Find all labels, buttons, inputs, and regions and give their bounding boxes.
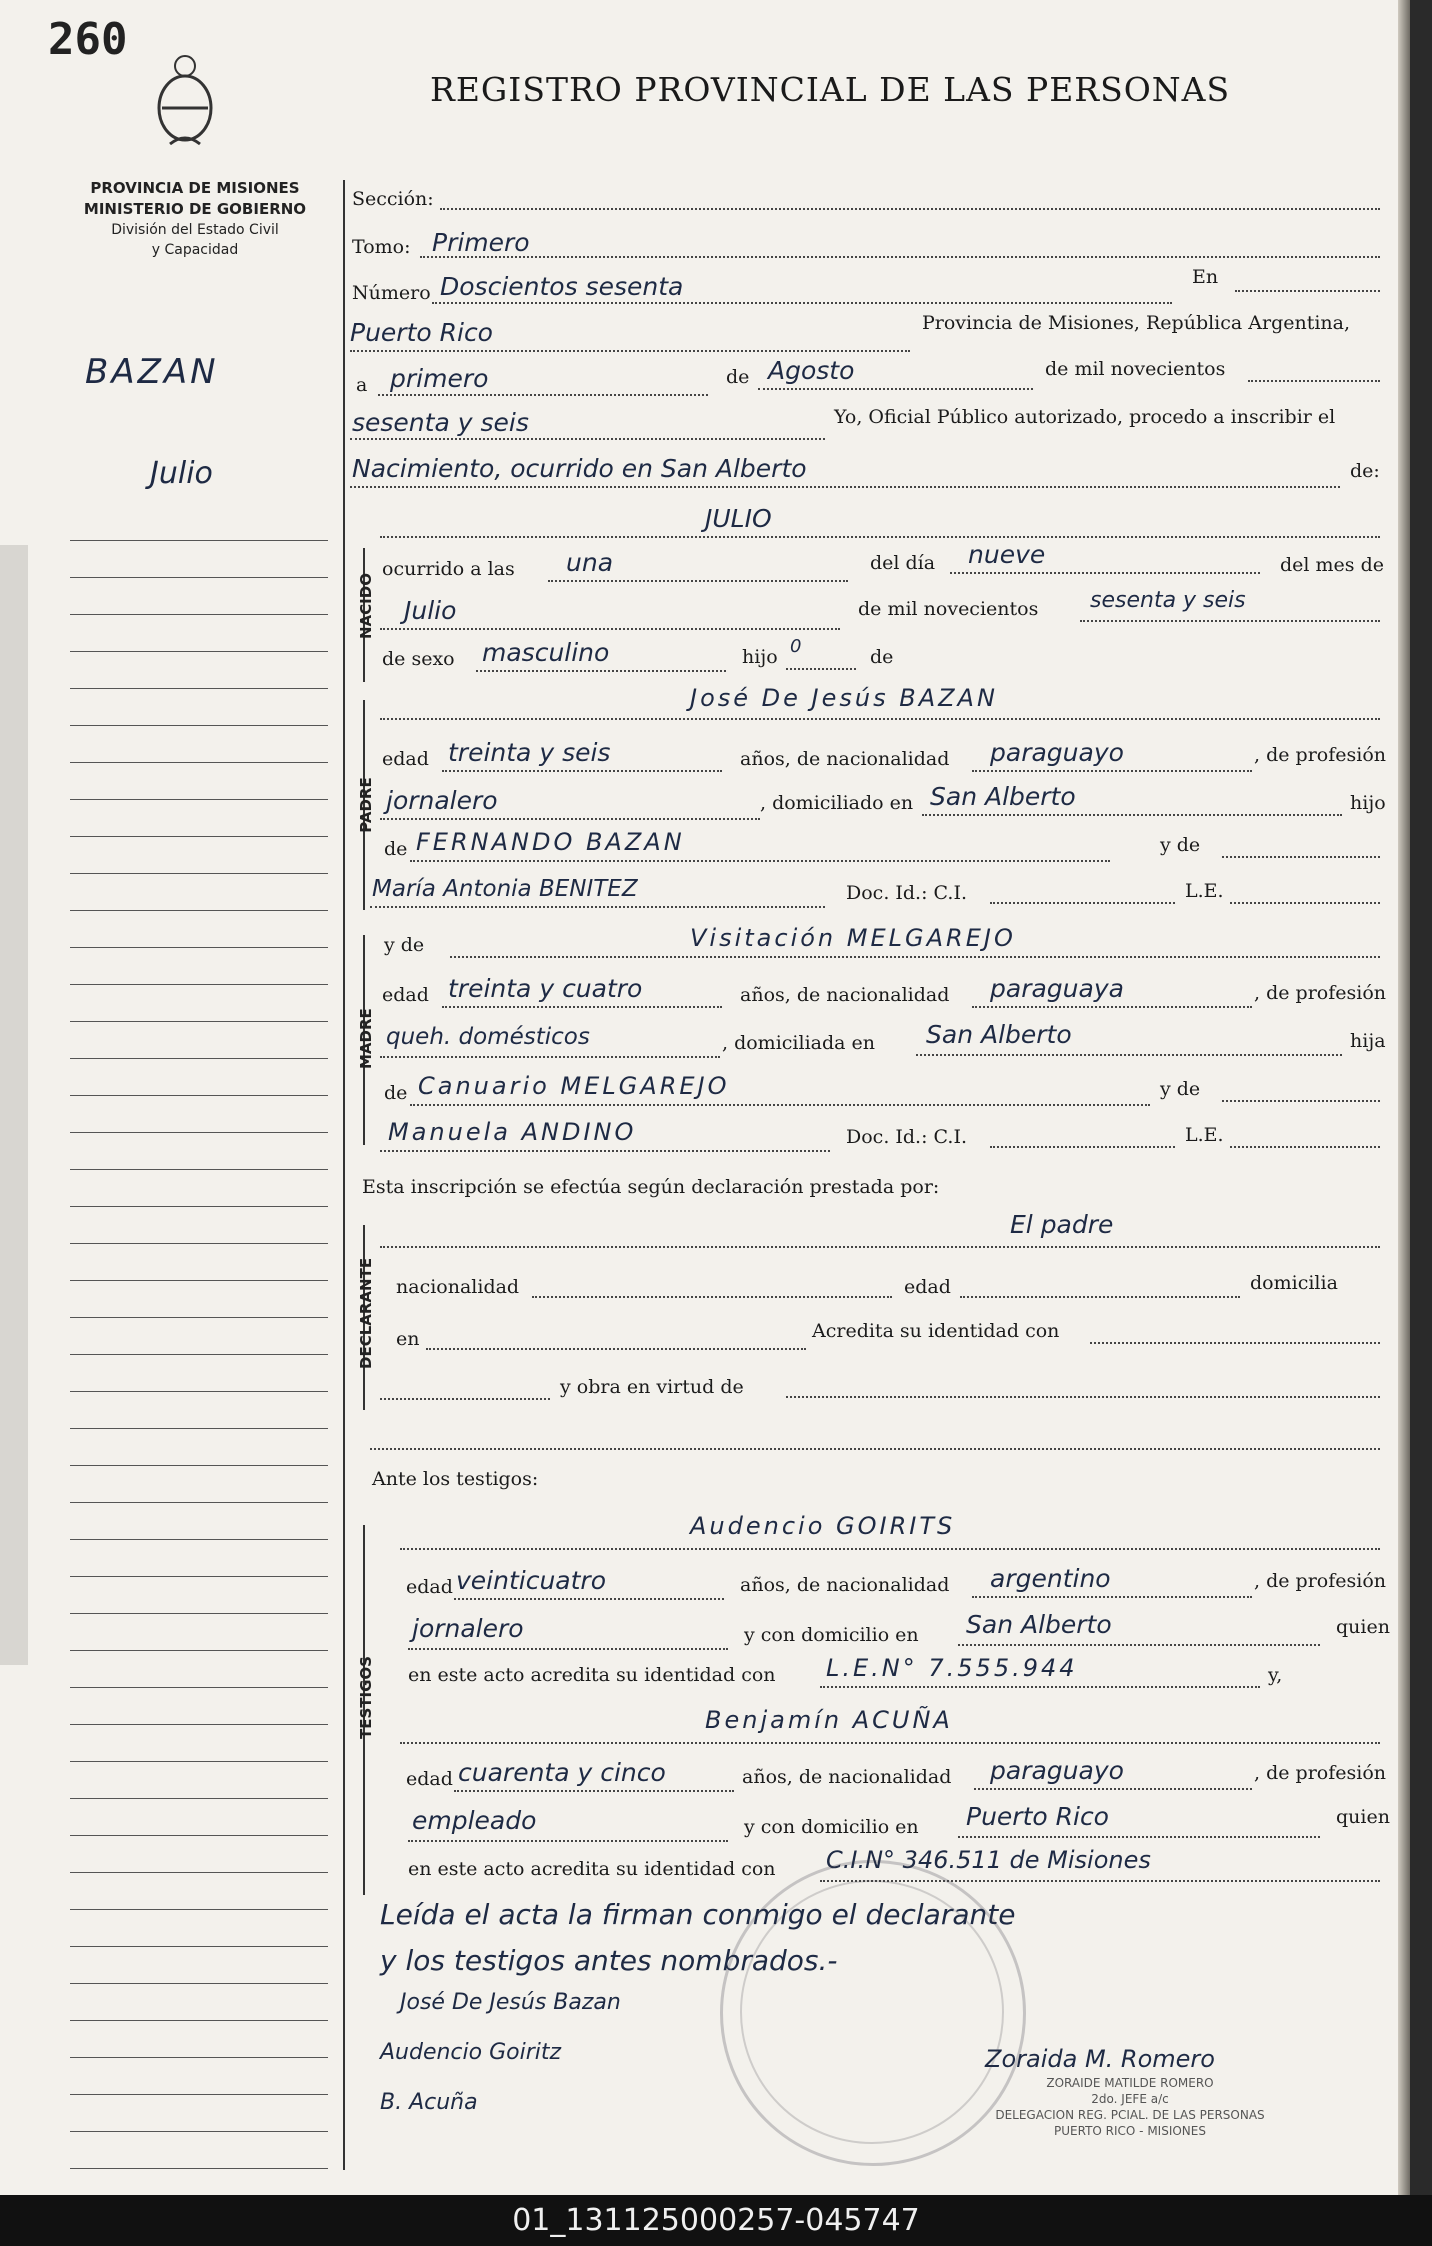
label-ante-testigos: Ante los testigos: bbox=[372, 1468, 539, 1490]
padre-label-edad: edad bbox=[382, 748, 429, 770]
margin-rule bbox=[70, 688, 328, 689]
value-hora: una bbox=[566, 548, 614, 577]
margin-rule bbox=[70, 1539, 328, 1540]
label-sexo: de sexo bbox=[382, 648, 455, 670]
value-mes-nac: Julio bbox=[404, 596, 457, 625]
madre-madre: Manuela ANDINO bbox=[388, 1118, 637, 1146]
margin-rule bbox=[70, 1650, 328, 1651]
padre-label-domiciliado: , domiciliado en bbox=[760, 792, 914, 814]
side-label-madre: MADRE bbox=[357, 1008, 375, 1069]
margin-rule bbox=[70, 1502, 328, 1503]
decl-label-domicilia: domicilia bbox=[1250, 1272, 1338, 1294]
signature-padre: José De Jesús Bazan bbox=[400, 1990, 621, 2015]
margin-rule bbox=[70, 1576, 328, 1577]
testigo1-label-profesion: , de profesión bbox=[1254, 1570, 1386, 1592]
testigo1-label-domicilio: y con domicilio en bbox=[744, 1624, 919, 1646]
official-stamp bbox=[950, 2075, 1310, 2139]
padre-label-profesion: , de profesión bbox=[1254, 744, 1386, 766]
margin-rule bbox=[70, 1058, 328, 1059]
signature-testigo1: Audencio Goiritz bbox=[380, 2040, 562, 2065]
value-dia-nac: nueve bbox=[968, 540, 1046, 569]
signature-testigo2: B. Acuña bbox=[380, 2090, 478, 2115]
margin-rule bbox=[70, 1243, 328, 1244]
margin-rule bbox=[70, 947, 328, 948]
margin-rule bbox=[70, 836, 328, 837]
value-lugar: Puerto Rico bbox=[350, 318, 493, 347]
issuer-block bbox=[55, 178, 335, 260]
label-inscripcion: Esta inscripción se efectúa según declaración prestada por: bbox=[362, 1176, 940, 1198]
testigo1-label-edad: edad bbox=[406, 1576, 453, 1598]
label-de-colon: de: bbox=[1350, 460, 1380, 482]
margin-rule bbox=[70, 577, 328, 578]
margin-rule bbox=[70, 2168, 328, 2169]
margin-rule bbox=[70, 799, 328, 800]
margin-rule bbox=[70, 1428, 328, 1429]
testigo1-label-quien: quien bbox=[1336, 1616, 1390, 1638]
testigo1-label-acredita: en este acto acredita su identidad con bbox=[408, 1664, 776, 1686]
issuer-line3: División del Estado Civil bbox=[111, 222, 279, 238]
margin-rule bbox=[70, 2057, 328, 2058]
testigo2-profesion: empleado bbox=[412, 1806, 537, 1835]
margin-surname: BAZAN bbox=[85, 352, 219, 392]
margin-rule bbox=[70, 1391, 328, 1392]
padre-nombre: José De Jesús BAZAN bbox=[690, 684, 998, 712]
madre-label-hija: hija bbox=[1350, 1030, 1386, 1052]
margin-rule bbox=[70, 1909, 328, 1910]
testigo2-label-domicilio: y con domicilio en bbox=[744, 1816, 919, 1838]
label-de-2: de bbox=[870, 646, 894, 668]
closing-line1: Leída el acta la firman conmigo el declarante bbox=[380, 1898, 1016, 1931]
madre-nombre: Visitación MELGAREJO bbox=[690, 924, 1016, 952]
decl-label-y-obra: y obra en virtud de bbox=[560, 1376, 744, 1398]
value-declarante: El padre bbox=[1010, 1210, 1114, 1239]
margin-rule bbox=[70, 873, 328, 874]
testigo2-edad: cuarenta y cinco bbox=[458, 1758, 666, 1787]
testigo2-label-edad: edad bbox=[406, 1768, 453, 1790]
scan-shadow bbox=[0, 545, 28, 1665]
margin-rule bbox=[70, 651, 328, 652]
padre-profesion: jornalero bbox=[386, 786, 498, 815]
label-seccion: Sección: bbox=[352, 188, 434, 210]
value-dia: primero bbox=[390, 364, 489, 393]
label-ocurrido: ocurrido a las bbox=[382, 558, 515, 580]
margin-rule bbox=[70, 1169, 328, 1170]
signature-official: Zoraida M. Romero bbox=[985, 2045, 1215, 2073]
issuer-line2: MINISTERIO DE GOBIERNO bbox=[83, 200, 307, 218]
label-del-mes: del mes de bbox=[1280, 554, 1384, 576]
side-label-declarante: DECLARANTE bbox=[357, 1257, 375, 1369]
side-label-testigos: TESTIGOS bbox=[357, 1656, 375, 1739]
column-divider bbox=[343, 180, 345, 2170]
page-number: 260 bbox=[48, 14, 128, 65]
stamp-line4: PUERTO RICO - MISIONES bbox=[1054, 2124, 1206, 2138]
closing-line2: y los testigos antes nombrados.- bbox=[380, 1944, 838, 1977]
decl-label-edad: edad bbox=[904, 1276, 951, 1298]
label-tomo: Tomo: bbox=[352, 236, 411, 258]
margin-rule bbox=[70, 1206, 328, 1207]
decl-label-acredita: Acredita su identidad con bbox=[812, 1320, 1060, 1342]
margin-rule bbox=[70, 1021, 328, 1022]
margin-rule bbox=[70, 1946, 328, 1947]
document-title: REGISTRO PROVINCIAL DE LAS PERSONAS bbox=[430, 70, 1231, 109]
label-de-mil-novecientos: de mil novecientos bbox=[1045, 358, 1226, 380]
madre-label-doc: Doc. Id.: C.I. bbox=[846, 1126, 967, 1148]
testigo1-edad: veinticuatro bbox=[456, 1566, 606, 1595]
testigo2-domicilio: Puerto Rico bbox=[966, 1802, 1109, 1831]
margin-rule bbox=[70, 1354, 328, 1355]
madre-domicilio: San Alberto bbox=[926, 1020, 1072, 1049]
padre-label-le: L.E. bbox=[1185, 880, 1224, 902]
value-anio: sesenta y seis bbox=[352, 408, 529, 437]
testigo1-nacionalidad: argentino bbox=[990, 1564, 1111, 1593]
padre-label-y-de: y de bbox=[1160, 834, 1201, 856]
label-mil-novecientos: de mil novecientos bbox=[858, 598, 1039, 620]
decl-label-en: en bbox=[396, 1328, 420, 1350]
margin-rule bbox=[70, 1465, 328, 1466]
testigo2-label-anos: años, de nacionalidad bbox=[742, 1766, 952, 1788]
margin-rule bbox=[70, 1798, 328, 1799]
decl-label-nacionalidad: nacionalidad bbox=[396, 1276, 520, 1298]
madre-label-anos: años, de nacionalidad bbox=[740, 984, 950, 1006]
testigo2-label-profesion: , de profesión bbox=[1254, 1762, 1386, 1784]
label-numero: Número bbox=[352, 282, 431, 304]
madre-profesion: queh. domésticos bbox=[386, 1024, 590, 1050]
testigo1-documento: L.E.N° 7.555.944 bbox=[826, 1654, 1078, 1682]
madre-label-domiciliada: , domiciliada en bbox=[722, 1032, 875, 1054]
label-del-dia: del día bbox=[870, 552, 936, 574]
testigo2-nombre: Benjamín ACUÑA bbox=[705, 1706, 953, 1734]
testigo2-label-acredita: en este acto acredita su identidad con bbox=[408, 1858, 776, 1880]
margin-rule bbox=[70, 2020, 328, 2021]
padre-madre: María Antonia BENITEZ bbox=[372, 876, 638, 902]
label-de: de bbox=[726, 366, 750, 388]
margin-rule bbox=[70, 1280, 328, 1281]
margin-rule bbox=[70, 1095, 328, 1096]
margin-rule bbox=[70, 762, 328, 763]
margin-rule bbox=[70, 2131, 328, 2132]
margin-rule bbox=[70, 1761, 328, 1762]
margin-rule bbox=[70, 2094, 328, 2095]
padre-label-de: de bbox=[384, 838, 408, 860]
margin-rule bbox=[70, 1724, 328, 1725]
padre-label-anos: años, de nacionalidad bbox=[740, 748, 950, 770]
padre-label-doc: Doc. Id.: C.I. bbox=[846, 882, 967, 904]
testigo1-label-anos: años, de nacionalidad bbox=[740, 1574, 950, 1596]
margin-rule bbox=[70, 614, 328, 615]
stamp-line3: DELEGACION REG. PCIAL. DE LAS PERSONAS bbox=[995, 2108, 1265, 2122]
padre-label-hijo: hijo bbox=[1350, 792, 1386, 814]
margin-rule bbox=[70, 1132, 328, 1133]
madre-padre: Canuario MELGAREJO bbox=[418, 1072, 730, 1100]
margin-given-name: Julio bbox=[150, 456, 213, 491]
testigo2-documento: C.I.N° 346.511 de Misiones bbox=[826, 1846, 1151, 1874]
side-label-padre: PADRE bbox=[357, 777, 375, 833]
padre-padre: FERNANDO BAZAN bbox=[416, 828, 685, 856]
padre-nacionalidad: paraguayo bbox=[990, 738, 1124, 767]
madre-nacionalidad: paraguaya bbox=[990, 974, 1124, 1003]
side-label-nacido: NACIDO bbox=[357, 573, 375, 639]
issuer-line1: PROVINCIA DE MISIONES bbox=[90, 179, 300, 197]
madre-label-profesion: , de profesión bbox=[1254, 982, 1386, 1004]
testigo2-label-quien: quien bbox=[1336, 1806, 1390, 1828]
testigo2-nacionalidad: paraguayo bbox=[990, 1756, 1124, 1785]
margin-rule bbox=[70, 984, 328, 985]
stamp-line2: 2do. JEFE a/c bbox=[1091, 2092, 1169, 2106]
value-nombre: JULIO bbox=[705, 504, 772, 533]
padre-edad: treinta y seis bbox=[448, 738, 611, 767]
margin-rule bbox=[70, 1872, 328, 1873]
label-a: a bbox=[356, 374, 368, 396]
footer-id: 01_131125000257-045747 bbox=[0, 2195, 1432, 2246]
testigo1-domicilio: San Alberto bbox=[966, 1610, 1112, 1639]
label-hijo: hijo bbox=[742, 646, 778, 668]
stamp-line1: ZORAIDE MATILDE ROMERO bbox=[1046, 2076, 1214, 2090]
madre-label-edad: edad bbox=[382, 984, 429, 1006]
testigo1-label-y: y, bbox=[1268, 1664, 1283, 1686]
page-edge bbox=[1398, 0, 1410, 2195]
madre-label-y-de-2: y de bbox=[1160, 1078, 1201, 1100]
madre-edad: treinta y cuatro bbox=[448, 974, 643, 1003]
margin-rule bbox=[70, 1687, 328, 1688]
value-tomo: Primero bbox=[432, 228, 530, 257]
value-acto: Nacimiento, ocurrido en San Alberto bbox=[352, 454, 807, 483]
madre-label-le: L.E. bbox=[1185, 1124, 1224, 1146]
value-numero: Doscientos sesenta bbox=[440, 272, 684, 301]
margin-rule bbox=[70, 1835, 328, 1836]
value-mes: Agosto bbox=[768, 356, 855, 385]
issuer-line4: y Capacidad bbox=[151, 242, 239, 258]
value-anio-nac: sesenta y seis bbox=[1090, 588, 1246, 613]
margin-rule bbox=[70, 1613, 328, 1614]
testigo1-profesion: jornalero bbox=[412, 1614, 524, 1643]
madre-label-de: de bbox=[384, 1082, 408, 1104]
value-sexo: masculino bbox=[482, 638, 610, 667]
margin-rule bbox=[70, 1317, 328, 1318]
label-yo-oficial: Yo, Oficial Público autorizado, procedo a inscribir el bbox=[834, 406, 1336, 428]
testigo1-nombre: Audencio GOIRITS bbox=[690, 1512, 956, 1540]
margin-rule bbox=[70, 1983, 328, 1984]
label-provincia: Provincia de Misiones, República Argentina, bbox=[922, 312, 1351, 334]
label-en: En bbox=[1192, 266, 1219, 288]
padre-domicilio: San Alberto bbox=[930, 782, 1076, 811]
madre-label-y-de: y de bbox=[384, 934, 425, 956]
coat-of-arms-icon bbox=[150, 50, 220, 150]
margin-rule bbox=[70, 910, 328, 911]
margin-rule bbox=[70, 725, 328, 726]
margin-rule bbox=[70, 540, 328, 541]
value-hijo-num: 0 bbox=[790, 636, 802, 657]
